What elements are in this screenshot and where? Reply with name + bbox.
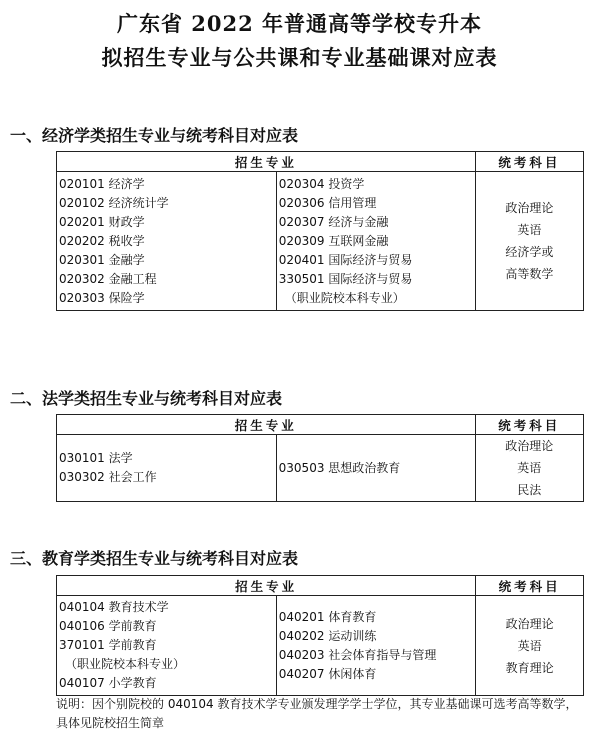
subjects-cell xyxy=(475,172,583,311)
list-item: 020401 国际经济与贸易 xyxy=(278,252,413,267)
list-item: 040203 社会体育指导与管理 xyxy=(278,647,437,662)
list-item: 040107 小学教育 xyxy=(59,676,157,690)
majors-col1 xyxy=(57,596,277,696)
list-item: 020302 金融工程 xyxy=(59,271,157,286)
header-majors: 招生专业 xyxy=(57,415,476,435)
list-item: 030101 法学 xyxy=(59,451,133,465)
list-item: 030503 思想政治教育 xyxy=(278,460,401,475)
list-item: 020309 互联网金融 xyxy=(278,233,389,248)
header-majors: 招生专业 xyxy=(57,576,476,596)
section-heading-law: 二、法学类招生专业与统考科目对应表 xyxy=(10,389,283,408)
subject: 政治理论 xyxy=(505,201,554,215)
table-law xyxy=(56,414,584,502)
list-item: 020303 保险学 xyxy=(59,290,145,305)
list-item: 020102 经济统计学 xyxy=(59,195,169,210)
table-education xyxy=(56,575,584,696)
list-item: 020306 信用管理 xyxy=(278,195,377,210)
section-heading-education: 三、教育学类招生专业与统考科目对应表 xyxy=(10,549,299,568)
subject: 英语 xyxy=(517,223,542,237)
list-item: 020301 金融学 xyxy=(59,252,145,267)
header-subjects: 统考科目 xyxy=(476,576,584,596)
subject: 英语 xyxy=(517,461,542,475)
subject: 英语 xyxy=(517,638,542,653)
list-item: （职业院校本科专业） xyxy=(284,290,405,305)
subject: 教育理论 xyxy=(505,660,554,675)
list-item: 040207 休闲体育 xyxy=(278,666,377,681)
document-title-line2: 拟招生专业与公共课和专业基础课对应表 xyxy=(101,45,498,70)
document-title-line1: 广东省 2022 年普通高等学校专升本 xyxy=(116,11,483,36)
list-item: 020307 经济与金融 xyxy=(278,214,389,229)
list-item: 030302 社会工作 xyxy=(59,470,157,484)
header-subjects: 统考科目 xyxy=(475,415,583,435)
header-subjects: 统考科目 xyxy=(475,152,583,172)
list-item: 020202 税收学 xyxy=(59,233,145,248)
subject: 经济学或 xyxy=(505,245,554,259)
list-item: 330501 国际经济与贸易 xyxy=(278,271,413,286)
majors-col1 xyxy=(57,435,277,502)
subject: 高等数学 xyxy=(505,267,554,281)
subjects-cell xyxy=(475,435,583,502)
list-item: 040104 教育技术学 xyxy=(59,600,169,614)
majors-col2 xyxy=(276,172,475,311)
footnote: 说明：因个别院校的 040104 教育技术学专业颁发理学学士学位，其专业基础课可选考高等数学，具体见院校招生简章 xyxy=(56,697,578,730)
section-heading-economics: 一、经济学类招生专业与统考科目对应表 xyxy=(10,126,299,145)
subject: 政治理论 xyxy=(505,439,554,453)
majors-col2 xyxy=(276,596,476,696)
list-item: 040202 运动训练 xyxy=(278,628,377,643)
subject: 政治理论 xyxy=(505,616,554,631)
list-item: 370101 学前教育 xyxy=(59,638,157,652)
list-item: 040201 体育教育 xyxy=(278,609,377,624)
subject: 民法 xyxy=(517,483,542,497)
list-item: （职业院校本科专业） xyxy=(65,657,186,671)
list-item: 020101 经济学 xyxy=(59,176,145,191)
list-item: 020304 投资学 xyxy=(278,176,365,191)
subjects-cell xyxy=(476,596,584,696)
list-item: 040106 学前教育 xyxy=(59,619,157,633)
header-majors: 招生专业 xyxy=(57,152,476,172)
list-item: 020201 财政学 xyxy=(59,214,145,229)
table-economics xyxy=(56,151,584,311)
majors-col1 xyxy=(57,172,277,311)
majors-col2 xyxy=(276,435,475,502)
